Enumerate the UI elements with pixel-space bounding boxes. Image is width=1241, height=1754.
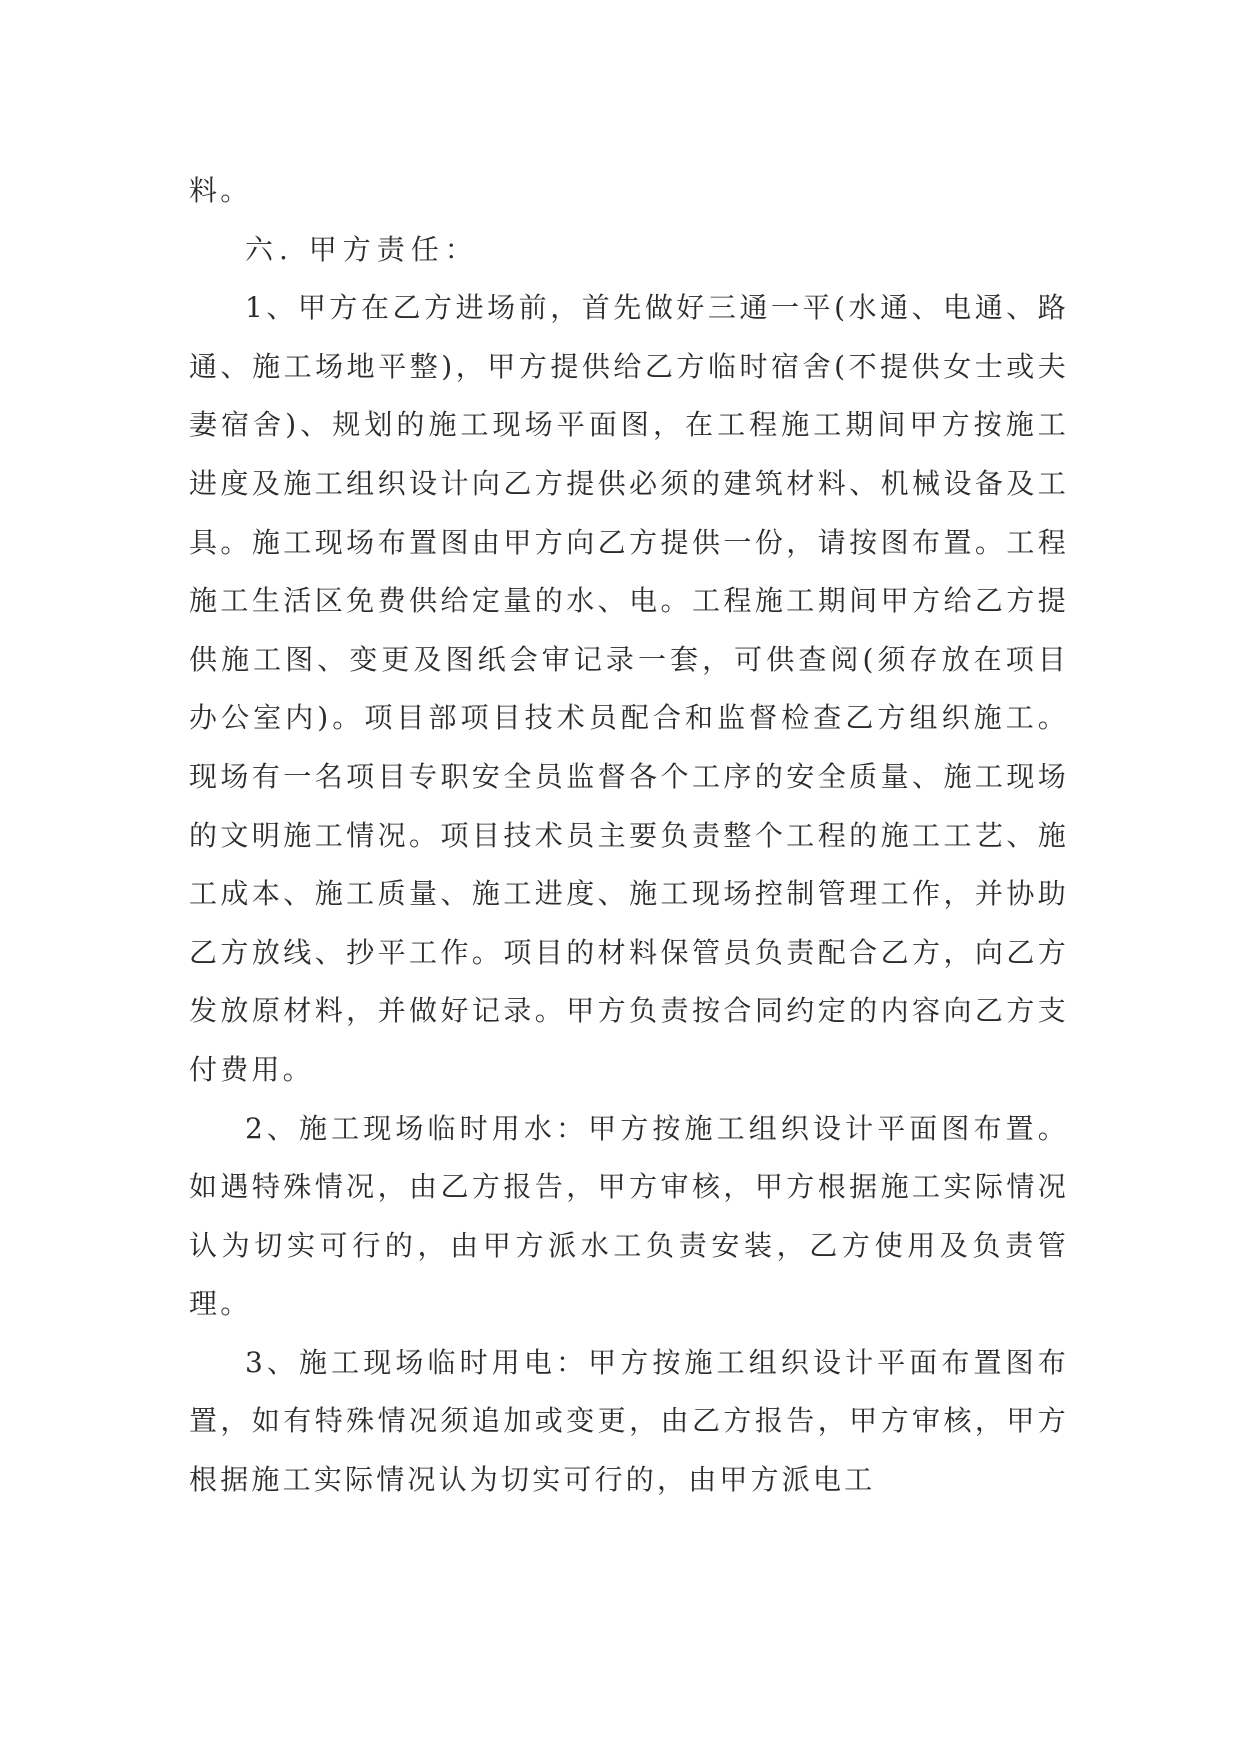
section-heading: 六. 甲方责任： [245, 232, 479, 266]
continuation-paragraph: 料。 [189, 174, 252, 207]
clause-2-paragraph: 2、施工现场临时用水：甲方按施工组织设计平面图布置。如遇特殊情况，由乙方报告，甲方审核，甲方根据施工实际情况认为切实可行的，由甲方派水工负责安装，乙方使用及负责管理。 [189, 1111, 1069, 1321]
clause-3-paragraph: 3、施工现场临时用电：甲方按施工组织设计平面布置图布置，如有特殊情况须追加或变更，由乙方报告，甲方审核，甲方根据施工实际情况认为切实可行的，由甲方派电工 [189, 1345, 1069, 1497]
clause-1-paragraph: 1、甲方在乙方进场前，首先做好三通一平(水通、电通、路通、施工场地平整)，甲方提供给乙方临时宿舍(不提供女士或夫妻宿舍)、规划的施工现场平面图，在工程施工期间甲方按施工进度及施工组织设计向乙方提供必须的建筑材料、机械设备及工具。施工现场布置图由甲方向乙方提供一份，请按图布置。工程施工生活区免费供给定量的水、电。工程施工期间甲方给乙方提供施工图、变更及图纸会审记录一套，可供查阅(须存放在项目办公室内)。项目部项目技术员配合和监督检查乙方组织施工。现场有一名项目专职安全员监督各个工序的安全质量、施工现场的文明施工情况。项目技术员主要负责整个工程的施工工艺、施工成本、施工质量、施工进度、施工现场控制管理工作，并协助乙方放线、抄平工作。项目的材料保管员负责配合乙方，向乙方发放原材料，并做好记录。甲方负责按合同约定的内容向乙方支付费用。 [189, 291, 1069, 1086]
document-body [189, 162, 1069, 1510]
